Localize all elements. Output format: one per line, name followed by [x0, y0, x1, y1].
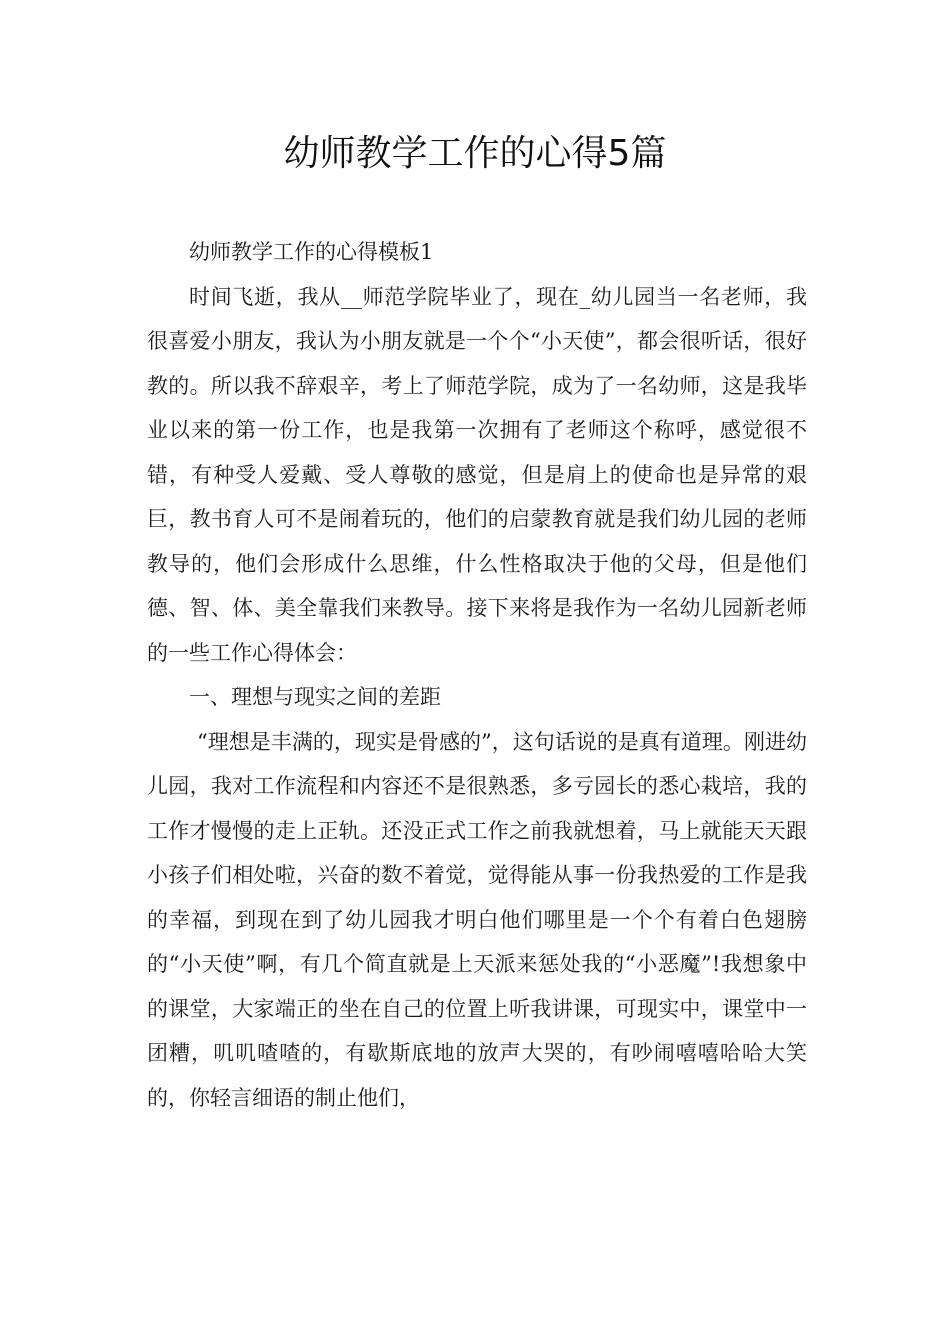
- body-paragraph: “理想是丰满的，现实是骨感的”，这句话说的是真有道理。刚进幼儿园，我对工作流程和内容还不是很熟悉，多亏园长的悉心栽培，我的工作才慢慢的走上正轨。还没正式工作之前我就想着，马上就能天天跟小孩子们相处啦，兴奋的数不着觉，觉得能从事一份我热爱的工作是我的幸福，到现在到了幼儿园我才明白他们哪里是一个个有着白色翅膀的“小天使”啊，有几个简直就是上天派来惩处我的“小恶魔”!我想象中的课堂，大家端正的坐在自己的位置上听我讲课，可现实中，课堂中一团糟，叽叽喳喳的，有歇斯底地的放声大哭的，有吵闹嘻嘻哈哈大笑的，你轻言细语的制止他们，: [147, 729, 807, 1110]
- section-heading-template-1: 幼师教学工作的心得模板1: [189, 240, 434, 264]
- body-paragraph: 时间飞逝，我从__师范学院毕业了，现在_幼儿园当一名老师，我很喜爱小朋友，我认为小朋友就是一个个“小天使”，都会很听话，很好教的。所以我不辞艰辛，考上了师范学院，成为了一名幼师，这是我毕业以来的第一份工作，也是我第一次拥有了老师这个称呼，感觉很不错，有种受人爱戴、受人尊敬的感觉，但是肩上的使命也是异常的艰巨，教书育人可不是闹着玩的，他们的启蒙教育就是我们幼儿园的老师教导的，他们会形成什么思维，什么性格取决于他的父母，但是他们德、智、体、美全靠我们来教导。接下来将是我作为一名幼儿园新老师的一些工作心得体会：: [147, 284, 807, 665]
- section-heading-gap: 一、理想与现实之间的差距: [189, 685, 441, 709]
- document-body: [147, 230, 807, 1120]
- document-title: 幼师教学工作的心得5篇: [283, 133, 667, 174]
